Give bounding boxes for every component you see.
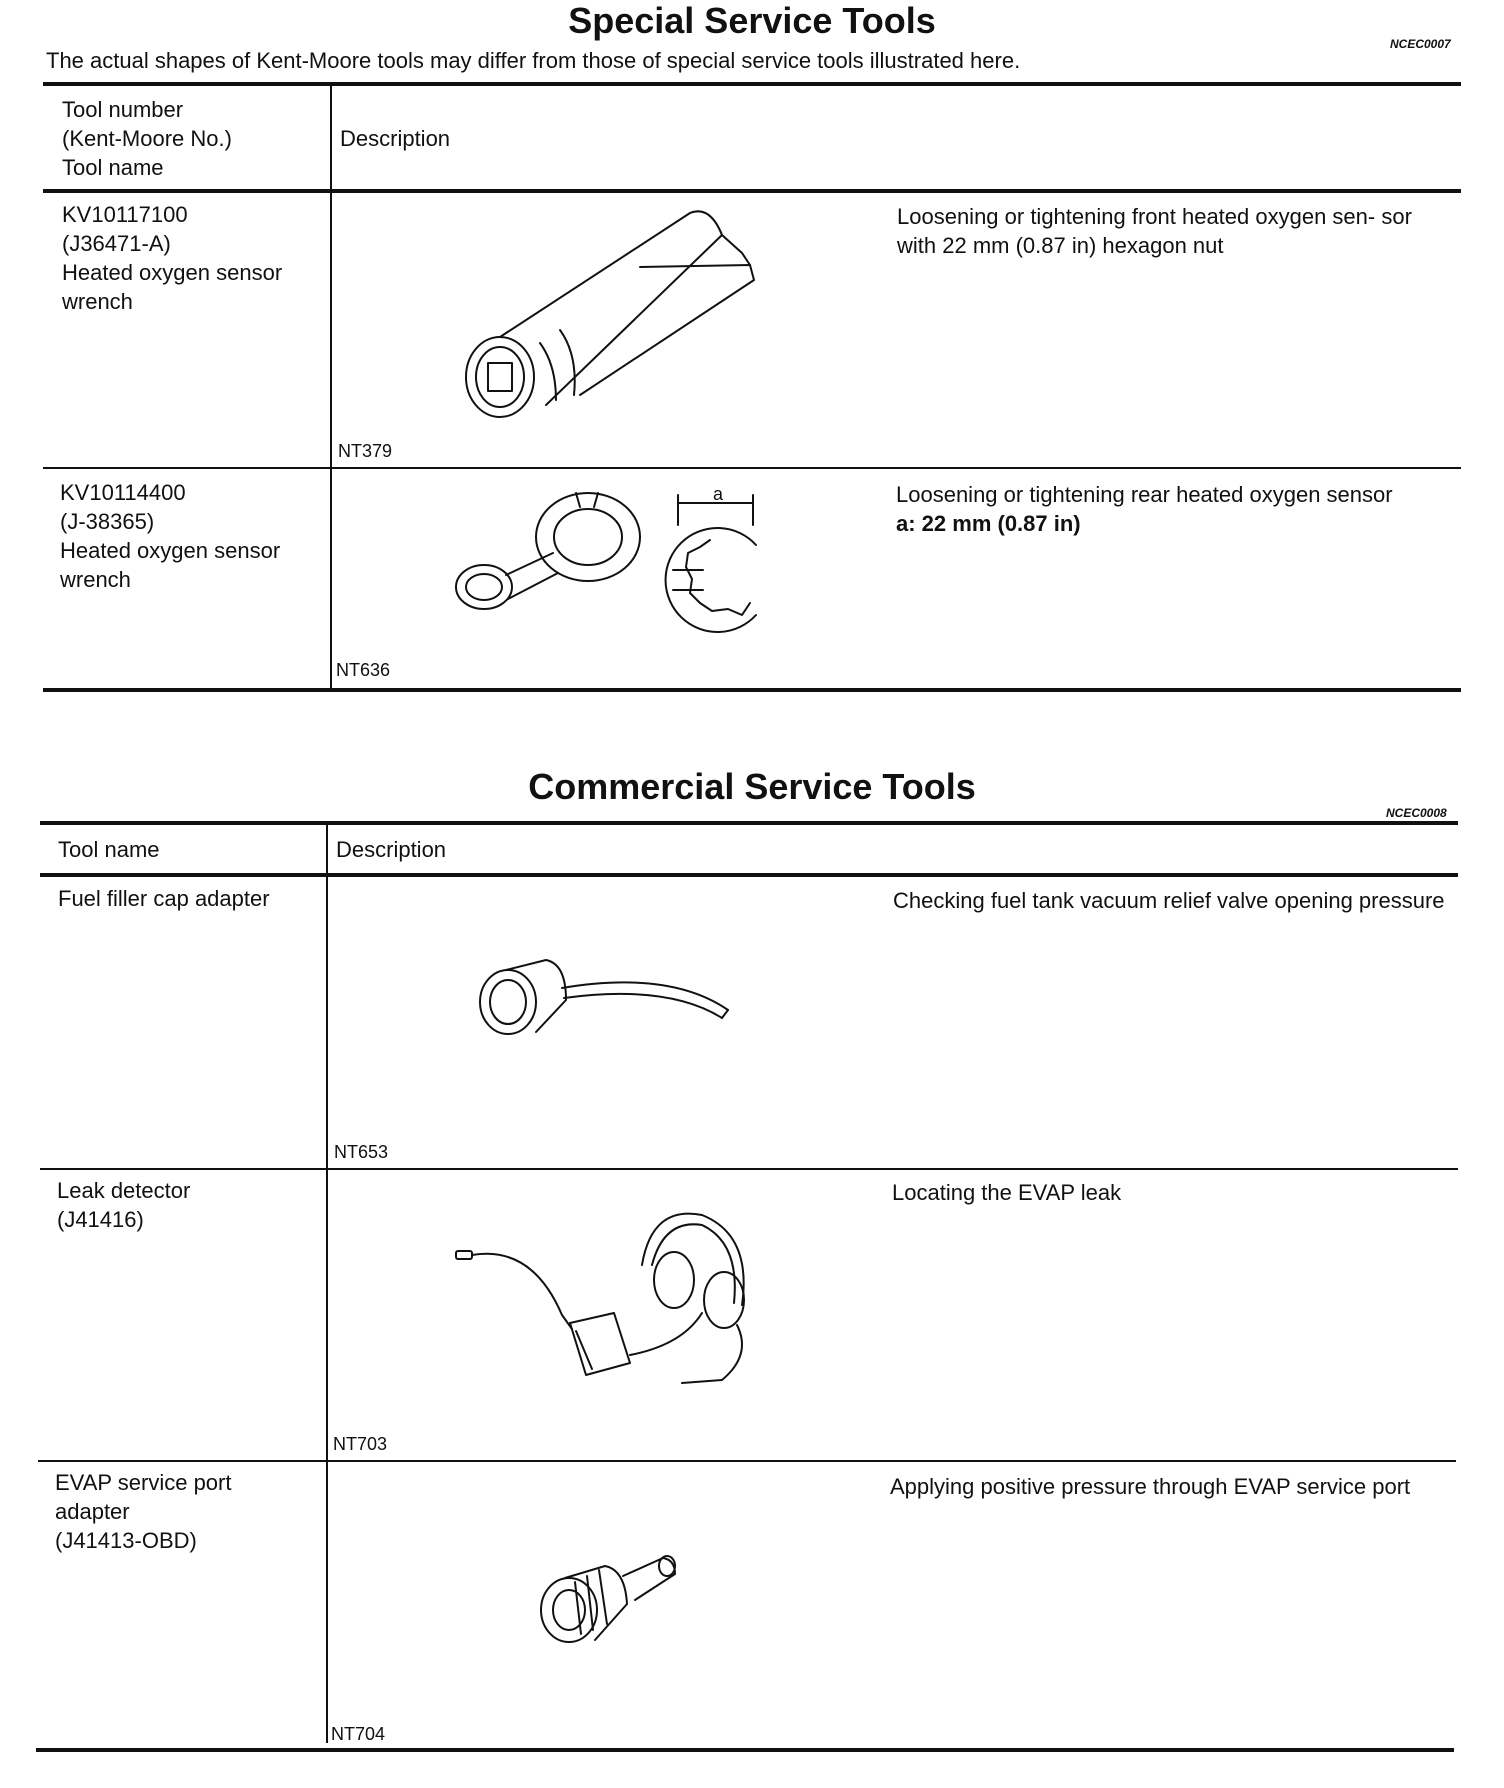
table-top-rule	[40, 821, 1458, 825]
row-rule	[40, 1168, 1458, 1170]
table-bottom-rule	[36, 1748, 1454, 1752]
commercial-tools-title: Commercial Service Tools	[528, 766, 976, 807]
figure-code: NT704	[331, 1724, 386, 1744]
row-description	[896, 480, 1456, 538]
figure-code: NT636	[336, 660, 391, 680]
flare-nut-wrench-icon	[448, 485, 768, 645]
header-tool-name: Tool name	[58, 837, 160, 862]
table-bottom-rule	[43, 688, 1461, 692]
leak-detector-headphones-icon	[452, 1205, 772, 1385]
tool-line: (J-38365)	[60, 509, 155, 534]
table-row-tool	[55, 1468, 231, 1555]
special-tools-title: Special Service Tools	[568, 0, 936, 41]
table-row-tool	[57, 1176, 190, 1234]
header-line: Tool name	[62, 155, 164, 180]
fuel-filler-cap-adapter-icon	[470, 940, 740, 1070]
description-dimension: a: 22 mm (0.87 in)	[896, 511, 1081, 536]
tool-line: wrench	[60, 567, 131, 592]
header-rule	[40, 873, 1458, 877]
table-row-tool	[58, 884, 270, 913]
tool-line: EVAP service port	[55, 1470, 232, 1495]
oxygen-sensor-socket-icon	[460, 205, 770, 425]
row-rule	[38, 1460, 1456, 1462]
commercial-tools-code: NCEC0008	[1386, 806, 1447, 820]
tool-line: Heated oxygen sensor	[62, 260, 283, 285]
description-text: Loosening or tightening rear heated oxygen sensor	[896, 482, 1393, 507]
tool-line: Fuel filler cap adapter	[58, 886, 270, 911]
tool-line: Heated oxygen sensor	[60, 538, 281, 563]
column-divider	[326, 823, 328, 1743]
special-tools-note: The actual shapes of Kent-Moore tools may differ from those of special service tools illustrated here.	[46, 48, 1021, 73]
table-row-tool	[60, 478, 280, 594]
row-rule	[43, 467, 1461, 469]
tool-line: KV10117100	[62, 202, 188, 227]
figure-code: NT379	[338, 441, 393, 461]
tool-line: adapter	[55, 1499, 130, 1524]
table-top-rule	[43, 82, 1461, 86]
tool-line: Leak detector	[57, 1178, 191, 1203]
tool-line: KV10114400	[60, 480, 186, 505]
tool-line: wrench	[62, 289, 133, 314]
row-description: Checking fuel tank vacuum relief valve opening pressure	[893, 888, 1445, 913]
header-rule	[43, 189, 1461, 193]
header-tool-number	[62, 95, 232, 182]
table-row-tool	[62, 200, 282, 316]
tool-line: (J41413-OBD)	[55, 1528, 197, 1553]
figure-code: NT653	[334, 1142, 389, 1162]
tool-line: (J36471-A)	[62, 231, 171, 256]
header-line: Tool number	[62, 97, 184, 122]
evap-service-port-adapter-icon	[535, 1530, 685, 1650]
header-line: (Kent-Moore No.)	[62, 126, 232, 151]
row-description: Applying positive pressure through EVAP service port	[890, 1474, 1411, 1499]
special-tools-code: NCEC0007	[1390, 37, 1451, 51]
header-description: Description	[336, 837, 447, 862]
row-description: Loosening or tightening front heated oxygen sen- sor with 22 mm (0.87 in) hexagon nut	[897, 204, 1412, 258]
dimension-label: a	[713, 484, 724, 504]
column-divider	[330, 84, 332, 692]
row-description: Locating the EVAP leak	[892, 1180, 1122, 1205]
tool-line: (J41416)	[57, 1207, 144, 1232]
header-description: Description	[340, 126, 451, 151]
figure-code: NT703	[333, 1434, 388, 1454]
